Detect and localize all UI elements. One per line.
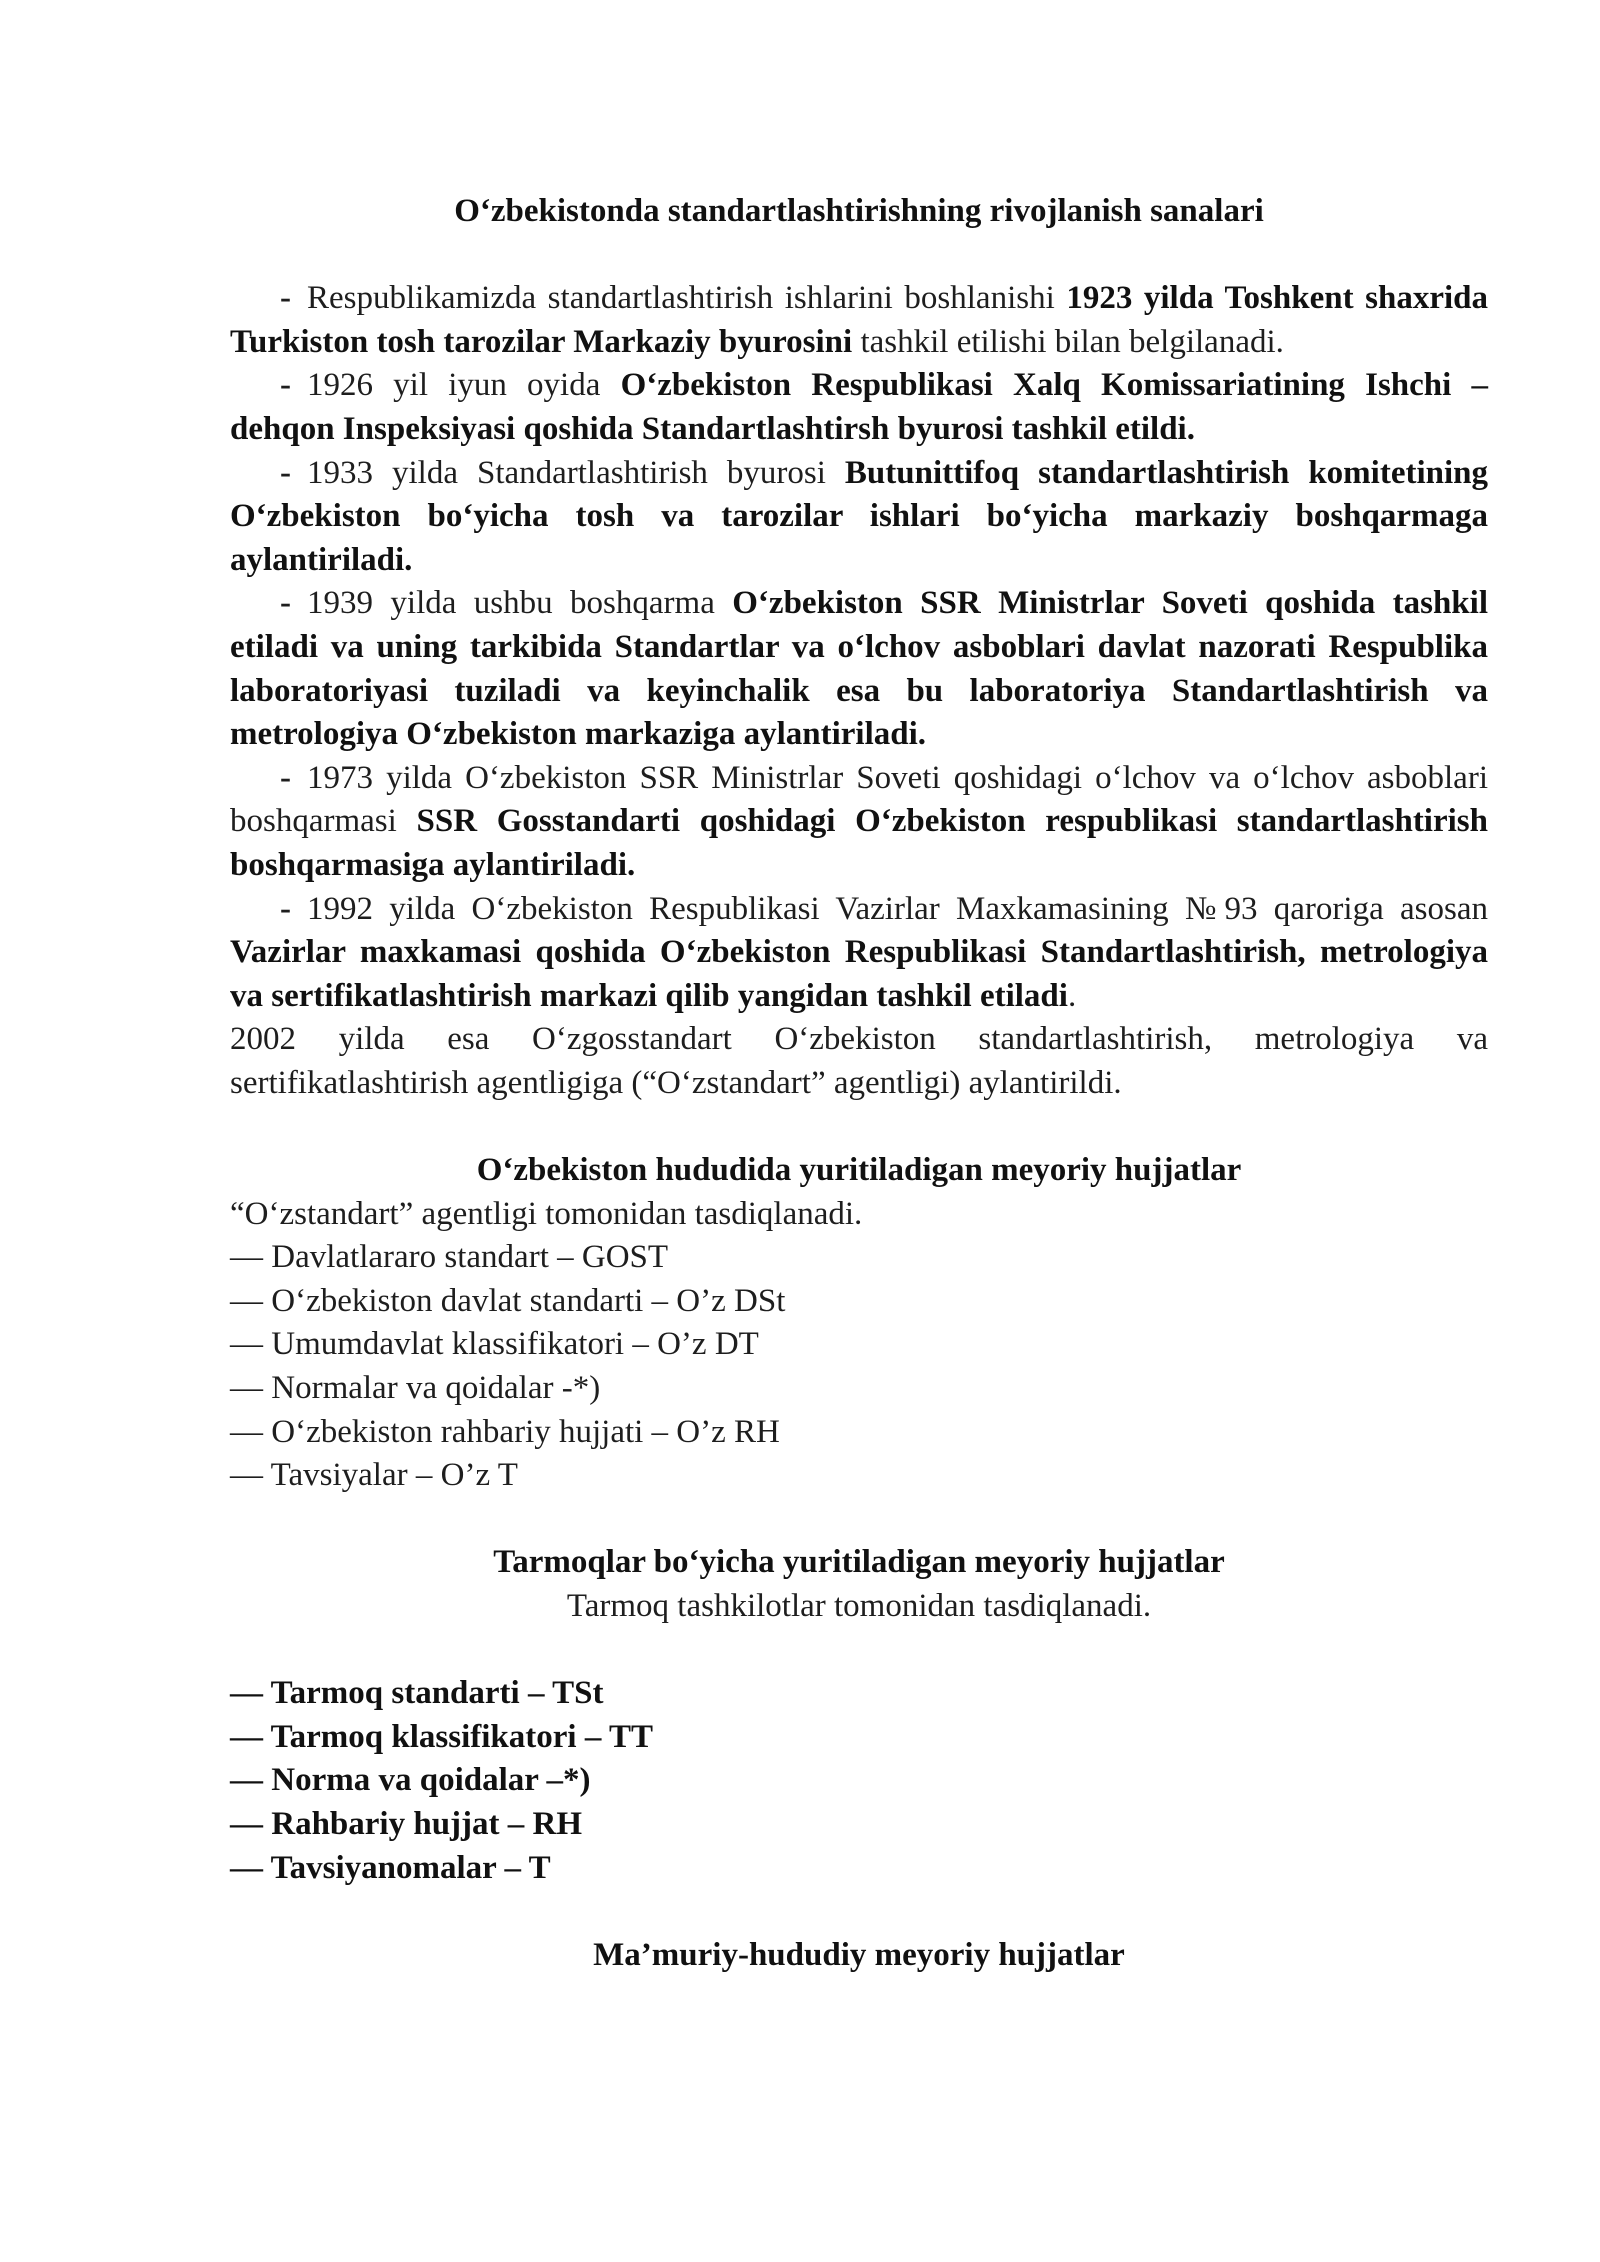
section-title-administrative: Ma’muriy-hududiy meyoriy hujjatlar [593,1936,1125,1973]
item-text: Respublikamizda standartlashtirish ishlarini boshlanishi [307,280,1067,317]
timeline-item-1923 [230,277,1488,364]
list-item: — Norma va qoidalar –*) [230,1762,591,1799]
section-subtitle: Tarmoq tashkilotlar tomonidan tasdiqlanadi. [566,1588,1152,1624]
timeline-item-1973 [230,757,1488,888]
list-item: — Tavsiyanomalar – T [230,1849,551,1886]
item-bold-text: SSR Gosstandarti qoshidagi O‘zbekiston respublikasi standartlashtirish boshqarmasiga aylantiriladi. [230,803,1488,883]
list-item: — Rahbariy hujjat – RH [230,1805,583,1842]
item-bold-text: Vazirlar maxkamasi qoshida O‘zbekiston Respublikasi Standartlashtirish, metrologiya va sertifikatlashtirish markazi qilib yangidan tashkil etiladi [230,934,1488,1014]
item-text: 1933 yilda Standartlashtirish byurosi [307,454,845,491]
item-bold-text: O‘zbekiston SSR Ministrlar Soveti qoshida tashkil etiladi va uning tarkibida Standartlar va o‘lchov asboblari davlat nazorati Respublika laboratoriyasi tuziladi va keyinchalik esa bu laboratoriya Standartlashtirish va metrologiya O‘zbekiston markaziga aylantiriladi. [230,585,1488,753]
timeline-item-1992 [230,888,1488,1019]
dash-bullet: - [280,890,291,927]
list-item: — Umumdavlat klassifikatori – O’z DT [230,1326,759,1363]
item-bold-text: Butunittifoq standartlashtirish komitetining O‘zbekiston bo‘yicha tosh va tarozilar ishlari bo‘yicha markaziy boshqarmaga aylantiriladi. [230,454,1489,578]
heading-dates: O‘zbekistonda standartlashtirishning rivojlanish sanalari [454,193,1264,229]
list-item: — Davlatlararo standart – GOST [230,1239,669,1276]
item-text: tashkil etilishi bilan belgilanadi. [852,323,1284,360]
dash-bullet: - [280,367,291,404]
item-text: 1973 yilda O‘zbekiston SSR Ministrlar Soveti qoshidagi o‘lchov va o‘lchov asboblari boshqarmasi [230,759,1488,840]
item-bold-text: O‘zbekiston Respublikasi Xalq Komissariatining Ishchi – dehqon Inspeksiyasi qoshida Standartlashtirsh byurosi tashkil etildi. [230,367,1488,447]
spacer [230,1629,1488,1673]
item-bold-text: 1923 yilda Toshkent shaxrida Turkiston tosh tarozilar Markaziy byurosini [230,280,1488,360]
spacer [230,234,1488,278]
paragraph-2002: 2002 yilda esa O‘zgosstandart O‘zbekiston standartlashtirish, metrologiya va sertifikatlashtirish agentligiga (“O‘zstandart” agentligi) aylantirildi. [230,1021,1488,1101]
list-item: — Normalar va qoidalar -*) [230,1370,601,1407]
section-title: O‘zbekiston hududida yuritiladigan meyoriy hujjatlar [476,1152,1242,1189]
dash-bullet: - [280,454,291,491]
item-text: . [1067,977,1077,1014]
spacer [230,1498,1488,1542]
item-text: 1939 yilda ushbu boshqarma [307,585,733,622]
item-text: 1926 yil iyun oyida [307,367,621,404]
section-national-documents [230,1149,1488,1498]
document-page [230,190,1488,1977]
list-item: — O‘zbekiston davlat standarti – O’z DSt [230,1282,786,1319]
section-branch-documents [230,1541,1488,1890]
section-title: Tarmoqlar bo‘yicha yuritiladigan meyoriy hujjatlar [493,1544,1225,1581]
spacer [230,1890,1488,1934]
list-item: — O‘zbekiston rahbariy hujjati – O’z RH [230,1413,780,1450]
timeline-item-1939 [230,582,1488,756]
dash-bullet: - [280,280,291,317]
timeline-item-1933 [230,452,1488,583]
dash-bullet: - [280,759,291,796]
dash-bullet: - [280,585,291,622]
section-subtitle: “O‘zstandart” agentligi tomonidan tasdiqlanadi. [230,1195,863,1232]
spacer [230,1105,1488,1149]
item-text: 1992 yilda O‘zbekiston Respublikasi Vazirlar Maxkamasining №93 qaroriga asosan [307,890,1488,927]
list-item: — Tarmoq klassifikatori – TT [230,1718,653,1755]
timeline-item-1926 [230,364,1488,451]
timeline-list [230,277,1488,1105]
list-item: — Tarmoq standarti – TSt [230,1675,604,1712]
list-item: — Tavsiyalar – O’z T [230,1457,518,1494]
